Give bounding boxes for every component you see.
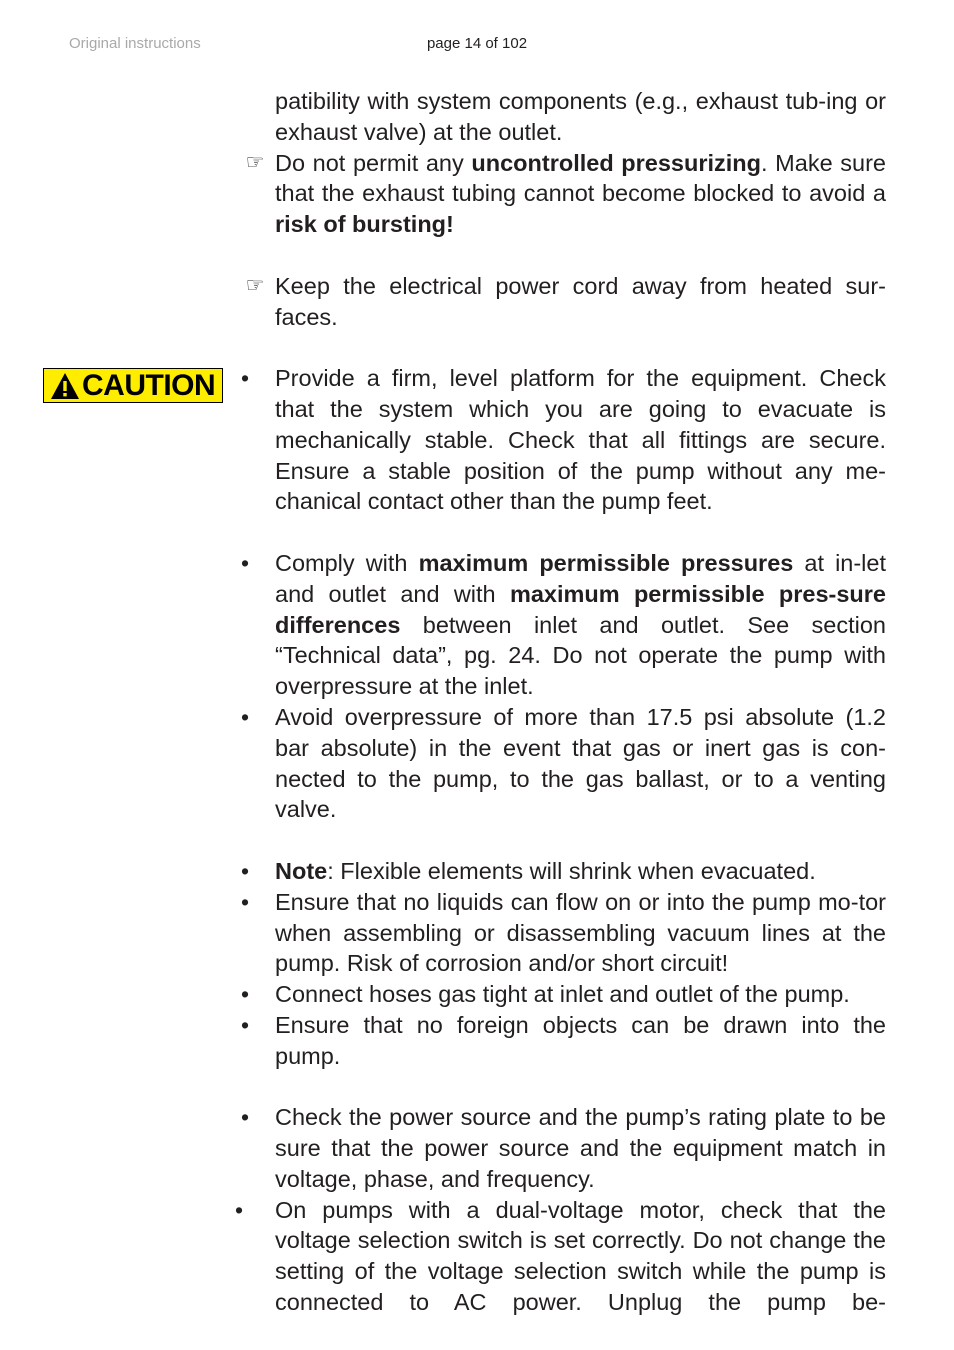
bullet-item-foreign-objects: • Ensure that no foreign objects can be drawn into the pump. — [275, 1010, 886, 1072]
hand-item-pressurizing: ☞ Do not permit any uncontrolled pressurizing. Make sure that the exhaust tubing cannot become blocked to avoid a risk of bursting! — [275, 148, 886, 240]
spacer — [275, 1072, 886, 1103]
page-number: page 14 of 102 — [426, 35, 528, 52]
spacer — [275, 332, 886, 363]
bullet-item-platform: • Provide a firm, level platform for the equipment. Check that the system which you are going to evacuate is mechanically stable. Check that all fittings are secure. Ensure a stable position of the pump without any me-chanical contact other than the pump feet. — [275, 363, 886, 517]
bullet-icon: • — [240, 365, 250, 392]
bullet-icon: • — [235, 1196, 244, 1223]
bullet-icon: • — [240, 1011, 250, 1038]
spacer — [275, 517, 886, 548]
pointing-hand-icon: ☞ — [245, 150, 265, 174]
bullet-item-pressures: • Comply with maximum permissible pressures at in-let and outlet and with maximum permissible pres-sure differences between inlet and outlet. See section “Technical data”, pg. 24. Do not operate the pump with overpressure at the inlet. — [275, 548, 886, 702]
bullet-item-dual-voltage: • On pumps with a dual-voltage motor, check that the voltage selection switch is set correctly. Do not change the setting of the voltage selection switch while the pump is connected to AC power. Unplug the pump be- — [235, 1196, 886, 1316]
bullet-icon: • — [240, 549, 250, 576]
pointing-hand-icon: ☞ — [245, 273, 265, 297]
spacer — [275, 825, 886, 856]
bullet-icon: • — [240, 857, 250, 884]
caution-badge — [43, 368, 223, 403]
hand-item-power-cord: ☞ Keep the electrical power cord away from heated sur-faces. — [275, 271, 886, 333]
warning-triangle-icon — [50, 372, 80, 400]
bullet-icon: • — [240, 703, 250, 730]
bullet-icon: • — [240, 888, 250, 915]
bullet-item-liquids: • Ensure that no liquids can flow on or into the pump mo-tor when assembling or disassembling vacuum lines at the pump. Risk of corrosion and/or short circuit! — [275, 887, 886, 979]
bullet-item-power-source: • Check the power source and the pump’s rating plate to be sure that the power source and the equipment match in voltage, phase, and frequency. — [275, 1102, 886, 1194]
caution-label: CAUTION — [82, 368, 216, 402]
continued-paragraph: patibility with system components (e.g., exhaust tub-ing or exhaust valve) at the outlet. — [275, 88, 886, 145]
bullet-icon: • — [240, 981, 250, 1008]
bullet-item-note: • Note: Flexible elements will shrink when evacuated. — [275, 856, 886, 887]
bullet-item-hoses: • Connect hoses gas tight at inlet and outlet of the pump. — [275, 979, 886, 1010]
header-document-type: Original instructions — [69, 35, 201, 52]
bullet-item-overpressure: • Avoid overpressure of more than 17.5 psi absolute (1.2 bar absolute) in the event that gas or inert gas is con-nected to the pump, to the gas ballast, or to a venting valve. — [275, 702, 886, 825]
instruction-body — [235, 86, 887, 1318]
bullet-icon: • — [240, 1104, 250, 1131]
spacer — [275, 240, 886, 271]
